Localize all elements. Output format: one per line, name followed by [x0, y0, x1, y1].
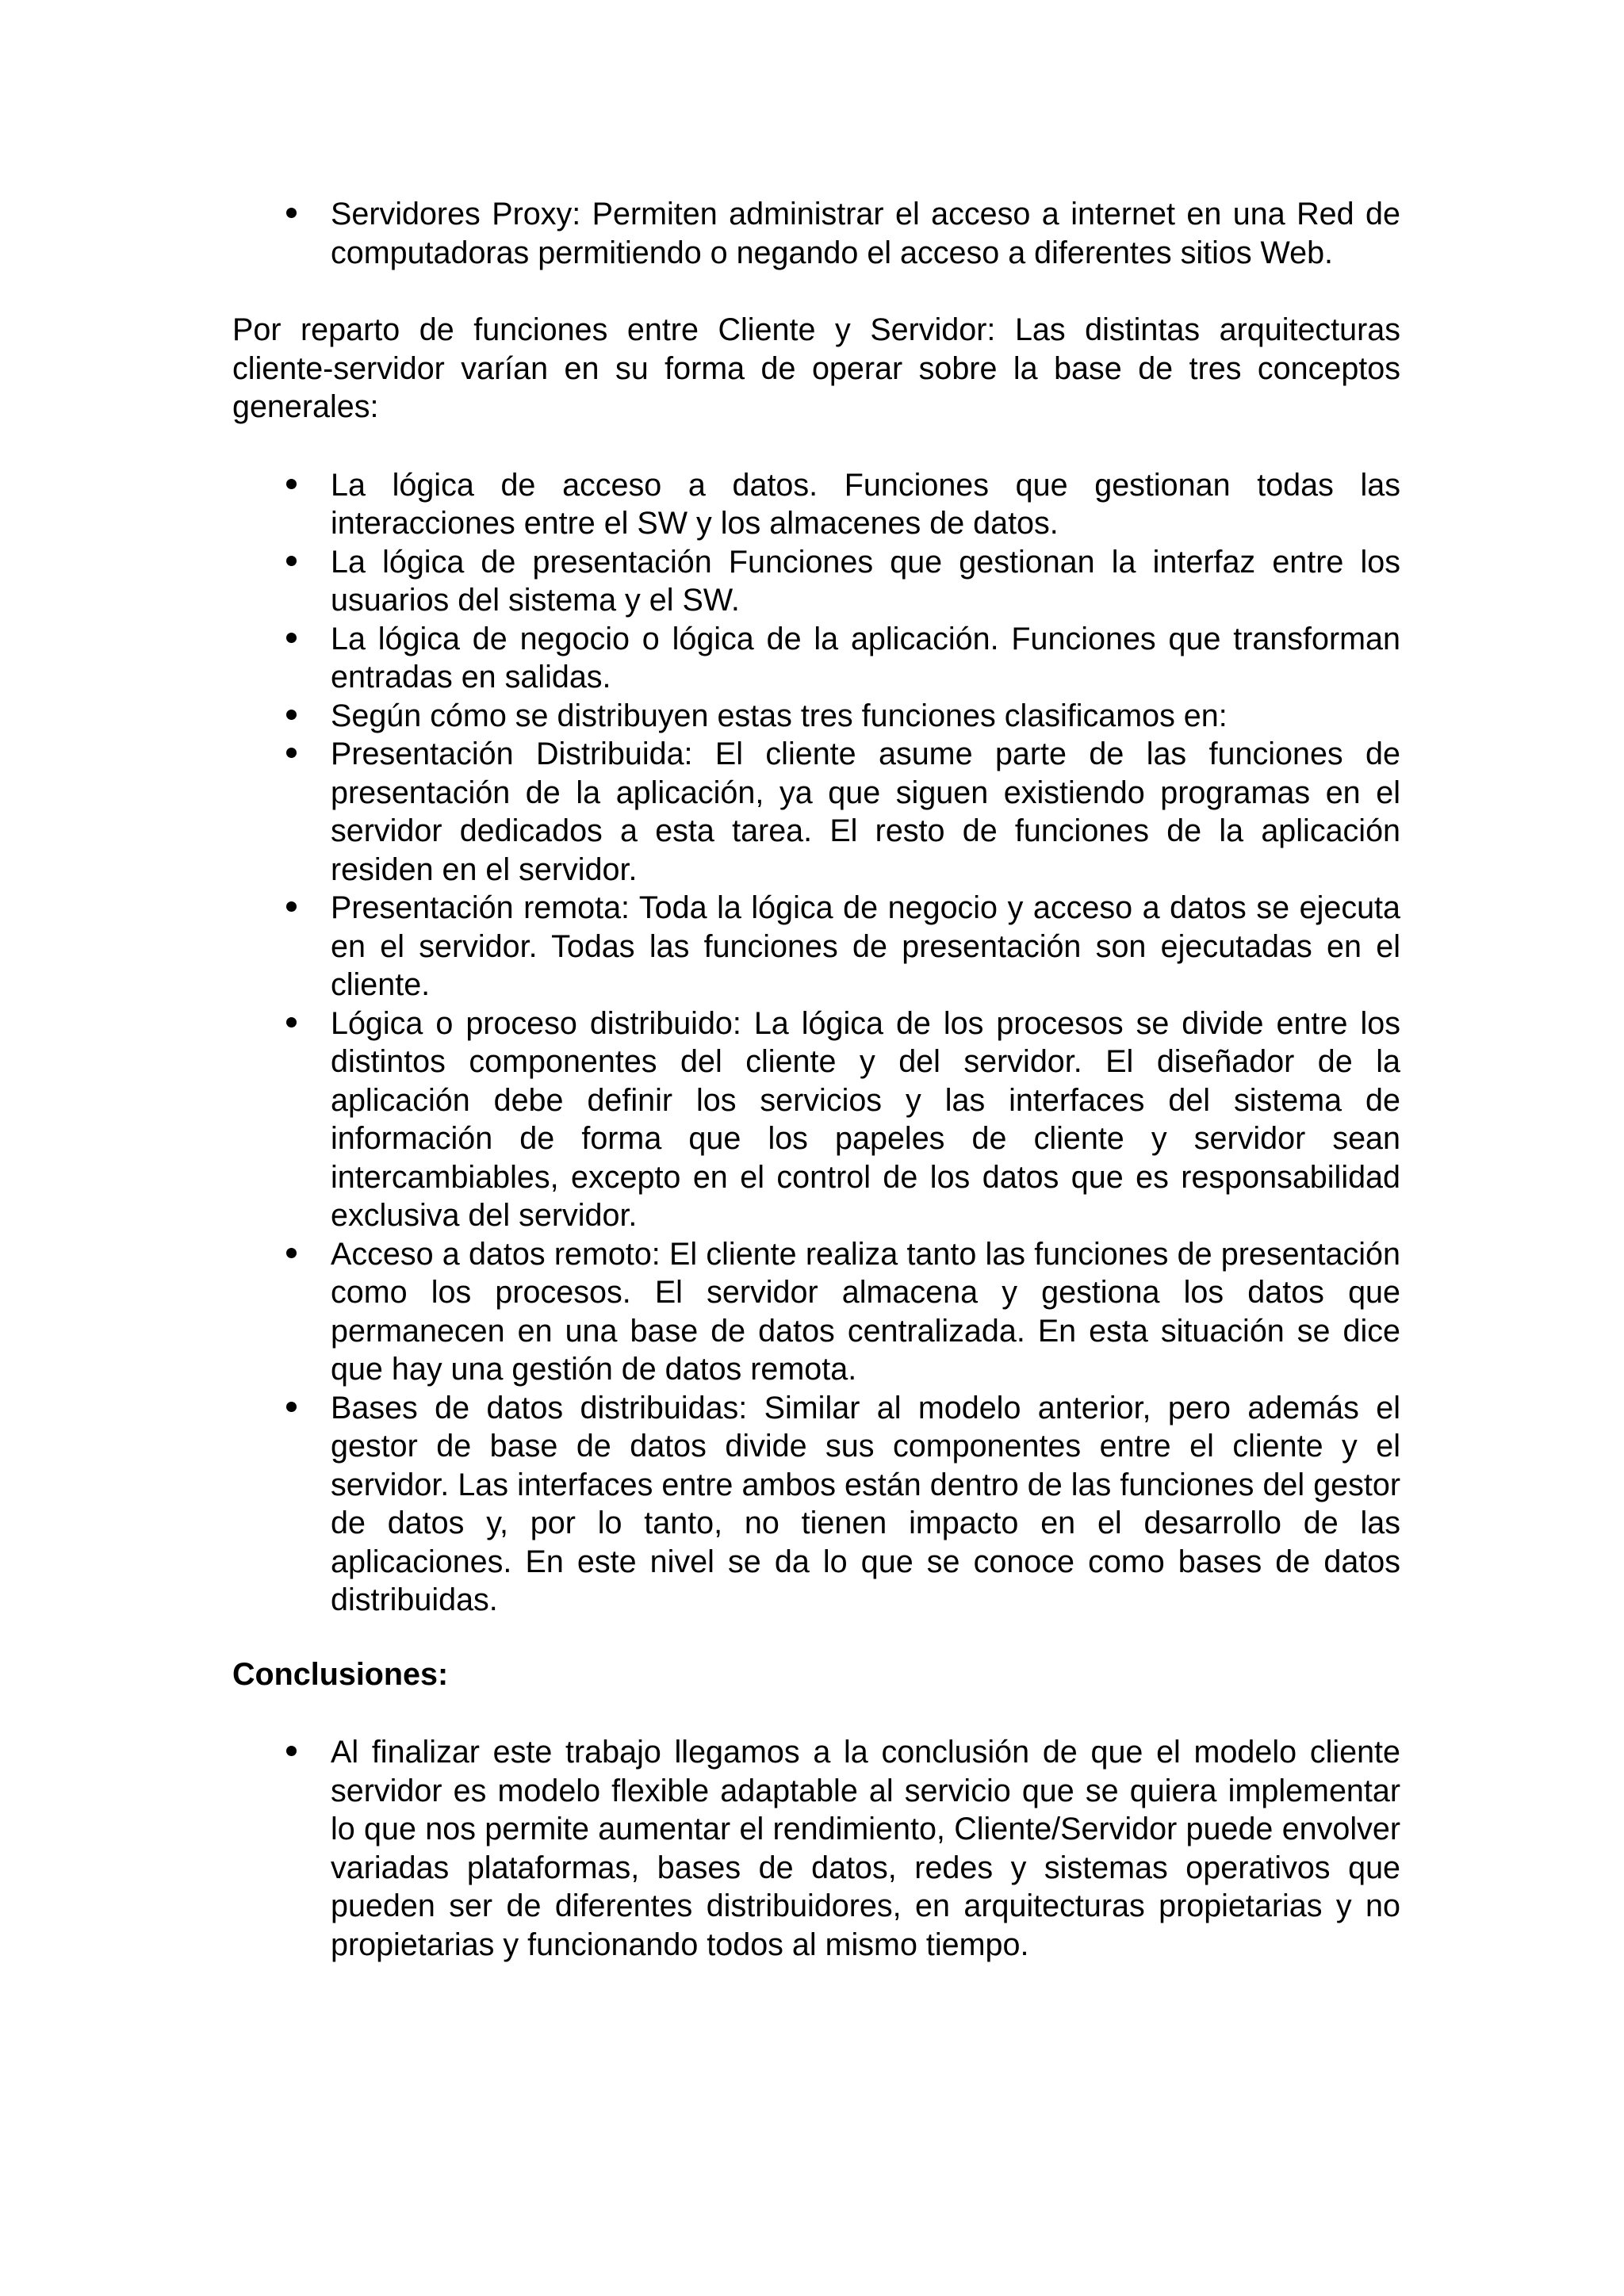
list-item — [232, 697, 1400, 736]
document-body — [232, 195, 1400, 1964]
bullet-text: Presentación Distribuida: El cliente asume parte de las funciones de presentación de la aplicación, ya que siguen existiendo programas en el servidor dedicados a esta tarea. El resto de funciones de la aplicación residen en el servidor. — [331, 737, 1400, 887]
conclusions-bullet-list — [232, 1733, 1400, 1964]
conclusions-heading: Conclusiones: — [232, 1656, 449, 1692]
spacer — [232, 1620, 1400, 1655]
list-item — [232, 1235, 1400, 1389]
list-item — [232, 1389, 1400, 1620]
bullet-icon — [286, 710, 297, 720]
bullet-icon — [286, 479, 297, 489]
list-item — [232, 1004, 1400, 1235]
bullet-text: Acceso a datos remoto: El cliente realiza tanto las funciones de presentación como los procesos. El servidor almacena y gestiona los datos que permanecen en una base de datos centralizada. En esta situación se dice que hay una gestión de datos remota. — [331, 1236, 1400, 1387]
bullet-icon — [286, 748, 297, 758]
list-item — [232, 1733, 1400, 1964]
bullet-icon — [286, 901, 297, 912]
proxy-bullet-list — [232, 195, 1400, 272]
spacer — [232, 272, 1400, 311]
spacer — [232, 1693, 1400, 1733]
bullet-icon — [286, 1746, 297, 1756]
bullet-icon — [286, 1248, 297, 1258]
bullet-text: La lógica de presentación Funciones que gestionan la interfaz entre los usuarios del sistema y el SW. — [331, 544, 1400, 618]
list-item — [232, 889, 1400, 1004]
list-item — [232, 543, 1400, 620]
bullet-icon — [286, 1017, 297, 1027]
bullet-icon — [286, 633, 297, 643]
bullet-text: La lógica de negocio o lógica de la aplicación. Funciones que transforman entradas en salidas. — [331, 621, 1400, 695]
spacer — [232, 427, 1400, 466]
bullet-text: Servidores Proxy: Permiten administrar el acceso a internet en una Red de computadoras permitiendo o negando el acceso a diferentes sitios Web. — [331, 197, 1400, 270]
list-item — [232, 466, 1400, 543]
bullet-icon — [286, 208, 297, 218]
bullet-icon — [286, 1402, 297, 1412]
list-item — [232, 620, 1400, 697]
bullet-text: Al finalizar este trabajo llegamos a la conclusión de que el modelo cliente servidor es modelo flexible adaptable al servicio que se quiera implementar lo que nos permite aumentar el rendimiento, Cliente/Servidor puede envolver variadas plataformas, bases de datos, redes y sistemas operativos que pueden ser de diferentes distribuidores, en arquitecturas propietarias y no propietarias y funcionando todos al mismo tiempo. — [331, 1735, 1400, 1962]
bullet-text: La lógica de acceso a datos. Funciones que gestionan todas las interacciones entre el SW y los almacenes de datos. — [331, 467, 1400, 541]
bullet-text: Bases de datos distribuidas: Similar al modelo anterior, pero además el gestor de base de datos divide sus componentes entre el cliente y el servidor. Las interfaces entre ambos están dentro de las funciones del gestor de datos y, por lo tanto, no tienen impacto en el desarrollo de las aplicaciones. En este nivel se da lo que se conoce como bases de datos distribuidas. — [331, 1390, 1400, 1617]
bullet-text: Lógica o proceso distribuido: La lógica de los procesos se divide entre los distintos componentes del cliente y del servidor. El diseñador de la aplicación debe definir los servicios y las interfaces del sistema de información de forma que los papeles de cliente y servidor sean intercambiables, excepto en el control de los datos que es responsabilidad exclusiva del servidor. — [331, 1005, 1400, 1233]
bullet-text: Según cómo se distribuyen estas tres funciones clasificamos en: — [331, 698, 1228, 733]
list-item — [232, 735, 1400, 889]
functions-bullet-list — [232, 466, 1400, 1620]
list-item — [232, 195, 1400, 272]
bullet-icon — [286, 556, 297, 566]
architecture-paragraph: Por reparto de funciones entre Cliente y Servidor: Las distintas arquitecturas cliente-servidor varían en su forma de operar sobre la base de tres conceptos generales: — [232, 312, 1400, 424]
bullet-text: Presentación remota: Toda la lógica de negocio y acceso a datos se ejecuta en el servidor. Todas las funciones de presentación son ejecutadas en el cliente. — [331, 890, 1400, 1002]
